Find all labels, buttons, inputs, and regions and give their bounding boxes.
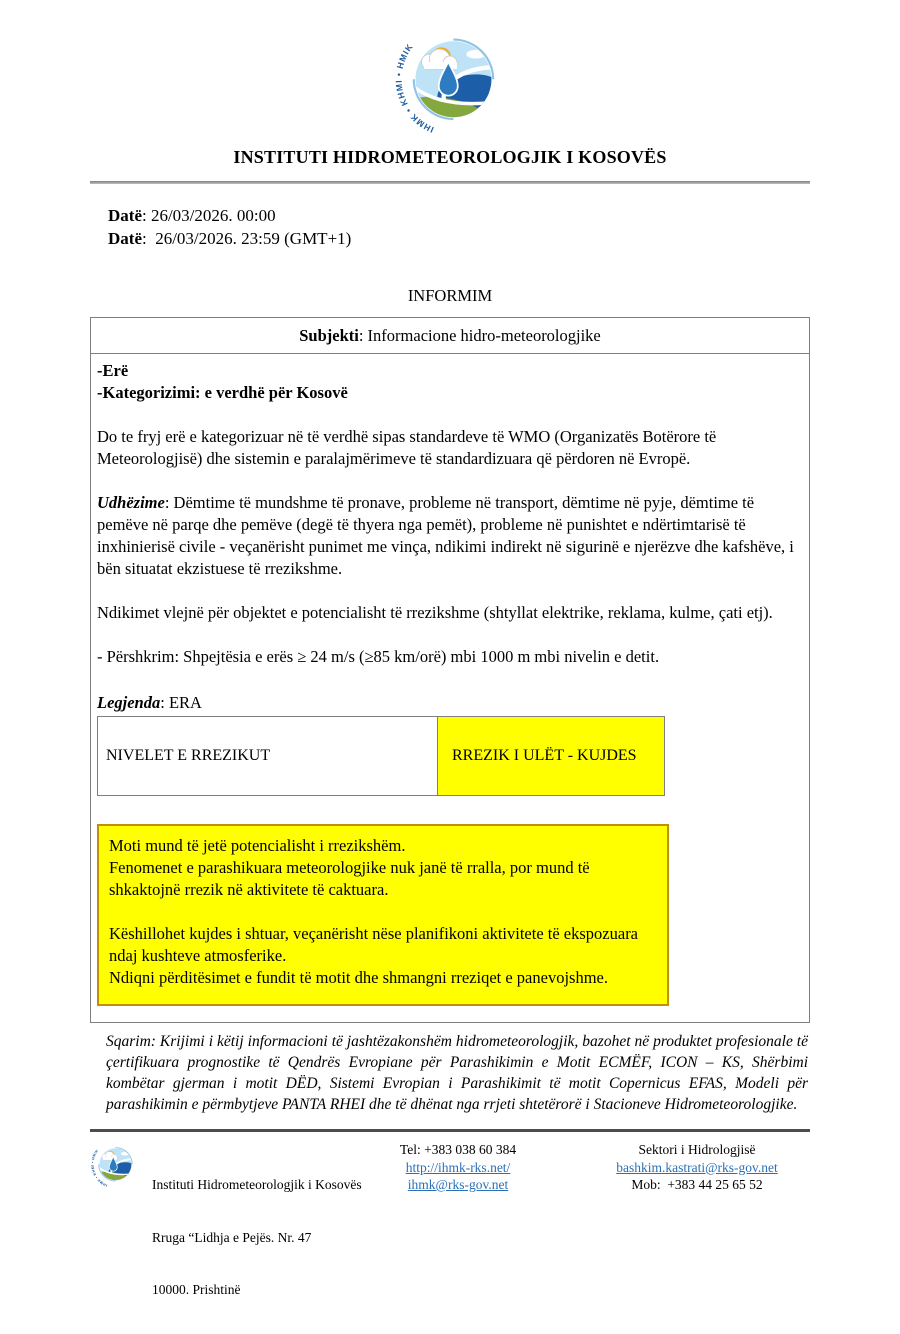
footer-org-block [152, 1141, 387, 1334]
footer-email-link[interactable]: ihmk@rks-gov.net [407, 1177, 509, 1192]
date-to [108, 227, 810, 250]
footer-website-link[interactable]: http://ihmk-rks.net/ [405, 1159, 511, 1175]
legend-cell-risk [437, 716, 665, 796]
warning-line: Fenomenet e parashikuara meteorologjike nuk janë të rralla, por mund të shkaktojnë rrezik në aktivitete të caktuara. [109, 858, 590, 899]
footer-contact-block [393, 1141, 523, 1334]
subject-value: : Informacione hidro-meteorologjike [358, 326, 601, 345]
pershkrim-paragraph: - Përshkrim: Shpejtësia e erës ≥ 24 m/s (≥85 km/orë) mbi 1000 m mbi nivelin e detit. [97, 647, 660, 666]
date-to-value: : 26/03/2026. 23:59 (GMT+1) [141, 229, 352, 248]
footer-logo-arc-text: IHMK • KHMI • HMIK [90, 1148, 108, 1188]
subject-label: Subjekti [299, 326, 359, 345]
legend-cell-levels [97, 716, 438, 796]
bullet-kategorizimi: -Kategorizimi: e verdhë për Kosovë [97, 383, 348, 402]
legend-risk-value: RREZIK I ULËT - KUJDES [452, 747, 637, 764]
udhezime-paragraph [97, 492, 801, 580]
header-logo-area [90, 0, 810, 143]
warning-line: Moti mund të jetë potencialisht i rrezikshëm. [109, 836, 406, 855]
date-from [108, 204, 810, 227]
legend-table [97, 716, 801, 796]
footer [90, 1141, 810, 1334]
footer-org-name: Instituti Hidrometeorologjik i Kosovës [152, 1177, 362, 1192]
document-heading: INFORMIM [407, 286, 493, 305]
footer-divider [90, 1129, 810, 1132]
legend-level-header: NIVELET E RREZIKUT [106, 747, 271, 764]
date-block [108, 204, 810, 250]
date-to-label: Datë [108, 229, 142, 248]
warning-spacer [109, 901, 655, 923]
footer-sector-block [584, 1141, 810, 1334]
sqarim-note: Sqarim: Krijimi i këtij informacioni të jashtëzakonshëm hidrometeorologjik, bazohet në produktet profesionale të çertifikuara prognostike të Qendrës Evropiane për Parashikimin e Motit ECMËF, ICON – KS, Shërbimi kombëtar gjerman i motit DËD, Sistemi Evropian i Parashikimit të motit Copernicus EFAS, Modeli për parashikimin e përmbytjeve PANTA RHEI dhe të dhënat nga rrjeti shtetërorë i Stacioneve Hidrometeorologjike. [106, 1033, 808, 1113]
footer-sector-name: Sektori i Hidrologjisë [638, 1142, 756, 1157]
main-content-box [90, 354, 810, 1023]
footer-tel: Tel: +383 038 60 384 [399, 1142, 517, 1157]
bullet-ere: -Erë [97, 361, 129, 380]
ihmk-footer-logo-icon [90, 1141, 138, 1189]
footer-address-line1: Rruga “Lidhja e Pejës. Nr. 47 [152, 1229, 312, 1245]
legend-caption-value: : ERA [160, 693, 202, 712]
date-from-label: Datë [108, 206, 142, 225]
warning-line: Këshillohet kujdes i shtuar, veçanërisht nëse planifikoni aktivitete të ekspozuara ndaj kushteve atmosferike. [109, 924, 639, 965]
page-title: INSTITUTI HIDROMETEOROLOGJIK I KOSOVËS [233, 147, 667, 167]
footer-mob: Mob: +383 44 25 65 52 [631, 1177, 763, 1192]
footer-logo-area [90, 1141, 138, 1334]
legend-caption-label: Legjenda [97, 693, 161, 712]
subject-box [90, 317, 810, 354]
title-divider [90, 181, 810, 184]
date-from-value: : 26/03/2026. 00:00 [141, 206, 276, 225]
udhezime-text: : Dëmtime të mundshme të pronave, probleme në transport, dëmtime në pyje, dëmtime të pemëve në parqe dhe pemëve (degë të thyera nga pemët), probleme në punishtet e ndërtimtarisë të inxhinierisë civile - veçanërisht punimet me vinça, ndikimi indirekt në sigurinë e njerëzve dhe kafshëve, i bën situatat ekzistuese të rrezikshme. [97, 493, 794, 578]
footer-sector-email-link[interactable]: bashkim.kastrati@rks-gov.net [616, 1159, 778, 1175]
warning-line: Ndiqni përditësimet e fundit të motit dhe shmangni rreziqet e panevojshme. [109, 968, 608, 987]
logo-arc-text: IHMK • KHMI • HMIK [393, 41, 436, 135]
legend-caption [97, 692, 801, 714]
intro-paragraph: Do te fryj erë e kategorizuar në të verdhë sipas standardeve të WMO (Organizatës Botërore të Meteorologjisë) dhe sistemin e paralajmërimeve të standardizuara që përdoren në Evropë. [97, 427, 717, 468]
footer-address-line2: 10000. Prishtinë [152, 1282, 241, 1297]
udhezime-label: Udhëzime [97, 493, 165, 512]
ndikimet-paragraph: Ndikimet vlejnë për objektet e potencialisht të rrezikshme (shtyllat elektrike, reklama, kulme, çati etj). [97, 603, 773, 622]
ihmk-logo-icon [393, 24, 507, 138]
warning-box [97, 824, 669, 1006]
